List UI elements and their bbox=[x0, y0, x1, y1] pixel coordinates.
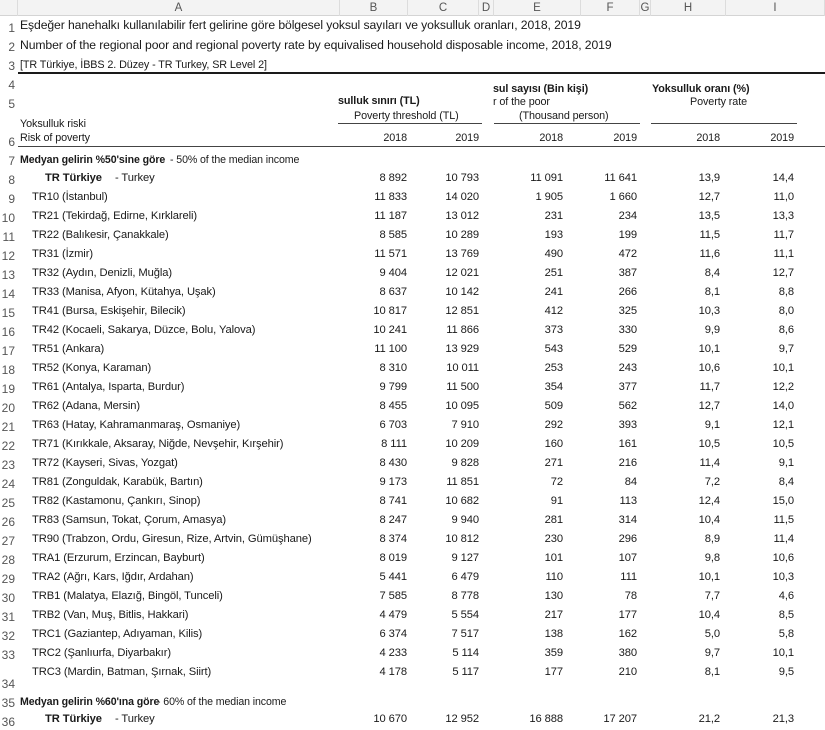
row-name: - Turkey bbox=[115, 172, 155, 184]
row-number[interactable]: 11 bbox=[0, 229, 18, 245]
cell-r19: 9,1 bbox=[778, 457, 794, 469]
cell-p18: 354 bbox=[544, 381, 563, 393]
cell-p19: 113 bbox=[619, 495, 637, 507]
column-header-c[interactable]: C bbox=[408, 0, 479, 16]
section-60-label-en: - 60% of the median income bbox=[157, 696, 287, 708]
row-number[interactable]: 34 bbox=[0, 676, 18, 692]
header-poor-en: r of the poor bbox=[493, 96, 550, 108]
cell-p19: 161 bbox=[618, 438, 637, 450]
cell-p19: 1 660 bbox=[609, 191, 637, 203]
cell-t19: 9 828 bbox=[451, 457, 479, 469]
cell-t18: 5 441 bbox=[379, 571, 407, 583]
row-number[interactable]: 29 bbox=[0, 571, 18, 587]
cell-p19: 78 bbox=[624, 590, 637, 602]
cell-p18: 217 bbox=[544, 609, 563, 621]
row-number[interactable]: 25 bbox=[0, 495, 18, 511]
cell-r18: 8,9 bbox=[704, 533, 720, 545]
cell-r18: 8,1 bbox=[704, 286, 720, 298]
cell-p19: 111 bbox=[620, 571, 637, 583]
cell-p19: 387 bbox=[618, 267, 637, 279]
cell-p19: 529 bbox=[618, 343, 637, 355]
cell-r19: 21,3 bbox=[772, 713, 794, 725]
header-threshold-en: Poverty threshold (TL) bbox=[354, 110, 459, 122]
cell-p19: 377 bbox=[618, 381, 637, 393]
cell-p19: 330 bbox=[618, 324, 637, 336]
cell-p18: 230 bbox=[544, 533, 563, 545]
cell-t19: 12 021 bbox=[445, 267, 479, 279]
section-60-label: Medyan gelirin %60'ına göre bbox=[20, 696, 160, 708]
column-header-a[interactable]: A bbox=[18, 0, 340, 16]
border-line bbox=[338, 123, 482, 124]
row-number[interactable]: 9 bbox=[0, 191, 18, 207]
row-number[interactable]: 30 bbox=[0, 590, 18, 606]
cell-r18: 21,2 bbox=[698, 713, 720, 725]
cell-p18: 412 bbox=[544, 305, 563, 317]
cell-t18: 10 817 bbox=[373, 305, 407, 317]
row-name: TR32 (Aydın, Denizli, Muğla) bbox=[32, 267, 172, 279]
cell-t19: 5 117 bbox=[452, 666, 479, 678]
cell-t18: 11 833 bbox=[374, 191, 407, 203]
cell-t19: 5 554 bbox=[451, 609, 479, 621]
cell-p18: 543 bbox=[544, 343, 563, 355]
header-year: 2019 bbox=[455, 132, 479, 144]
row-name: TR31 (İzmir) bbox=[32, 248, 93, 260]
cell-p18: 281 bbox=[544, 514, 563, 526]
cell-t19: 13 769 bbox=[445, 248, 479, 260]
cell-r19: 8,8 bbox=[778, 286, 794, 298]
row-name: TR33 (Manisa, Afyon, Kütahya, Uşak) bbox=[32, 286, 216, 298]
border-line bbox=[18, 146, 825, 147]
cell-r18: 12,7 bbox=[698, 400, 720, 412]
cell-r19: 8,5 bbox=[778, 609, 794, 621]
cell-p19: 162 bbox=[618, 628, 637, 640]
row-name: TR61 (Antalya, Isparta, Burdur) bbox=[32, 381, 185, 393]
cell-p19: 562 bbox=[618, 400, 637, 412]
cell-p18: 16 888 bbox=[529, 713, 563, 725]
cell-t19: 10 793 bbox=[445, 172, 479, 184]
border-line bbox=[494, 123, 640, 124]
cell-r18: 11,6 bbox=[699, 248, 720, 260]
cell-t19: 10 209 bbox=[445, 438, 479, 450]
cell-t19: 10 682 bbox=[445, 495, 479, 507]
column-header-e[interactable]: E bbox=[494, 0, 581, 16]
cell-r19: 12,2 bbox=[772, 381, 794, 393]
row-number[interactable]: 16 bbox=[0, 324, 18, 340]
cell-p18: 253 bbox=[544, 362, 563, 374]
cell-r18: 13,5 bbox=[698, 210, 720, 222]
cell-t19: 7 910 bbox=[451, 419, 479, 431]
column-header-f[interactable]: F bbox=[581, 0, 640, 16]
cell-t18: 8 310 bbox=[379, 362, 407, 374]
row-name: TR10 (İstanbul) bbox=[32, 191, 108, 203]
column-header-g[interactable]: G bbox=[640, 2, 650, 14]
row-number[interactable]: 36 bbox=[0, 714, 18, 730]
cell-p18: 292 bbox=[544, 419, 563, 431]
column-header-b[interactable]: B bbox=[340, 0, 408, 16]
row-number[interactable]: 20 bbox=[0, 400, 18, 416]
cell-t18: 10 241 bbox=[373, 324, 407, 336]
cell-r18: 9,9 bbox=[704, 324, 720, 336]
header-risk-tr: Yoksulluk riski bbox=[20, 118, 86, 130]
row-number[interactable]: 32 bbox=[0, 628, 18, 644]
cell-t18: 8 111 bbox=[381, 438, 407, 450]
cell-p18: 359 bbox=[544, 647, 563, 659]
cell-r19: 12,1 bbox=[772, 419, 794, 431]
cell-r19: 8,0 bbox=[778, 305, 794, 317]
cell-p18: 11 091 bbox=[530, 172, 563, 184]
row-name: TR82 (Kastamonu, Çankırı, Sinop) bbox=[32, 495, 201, 507]
row-number[interactable]: 4 bbox=[0, 77, 18, 93]
border-line bbox=[18, 72, 825, 74]
row-number[interactable]: 15 bbox=[0, 305, 18, 321]
cell-p18: 193 bbox=[544, 229, 563, 241]
cell-t18: 9 173 bbox=[379, 476, 407, 488]
cell-t19: 5 114 bbox=[452, 647, 479, 659]
cell-p19: 17 207 bbox=[603, 713, 637, 725]
row-name: TR41 (Bursa, Eskişehir, Bilecik) bbox=[32, 305, 186, 317]
row-name: TR52 (Konya, Karaman) bbox=[32, 362, 152, 374]
row-number[interactable]: 21 bbox=[0, 419, 18, 435]
row-name: TR62 (Adana, Mersin) bbox=[32, 400, 141, 412]
row-name-bold: TR Türkiye bbox=[45, 172, 102, 184]
cell-p18: 251 bbox=[544, 267, 563, 279]
cell-t18: 8 741 bbox=[379, 495, 407, 507]
cell-r18: 10,4 bbox=[698, 514, 720, 526]
cell-r19: 8,4 bbox=[778, 476, 794, 488]
row-name: TR21 (Tekirdağ, Edirne, Kırklareli) bbox=[32, 210, 197, 222]
header-year: 2018 bbox=[696, 132, 720, 144]
row-name: TRC3 (Mardin, Batman, Şırnak, Siirt) bbox=[32, 666, 212, 678]
row-number[interactable]: 12 bbox=[0, 248, 18, 264]
cell-r18: 10,1 bbox=[698, 343, 720, 355]
cell-r18: 10,5 bbox=[698, 438, 720, 450]
header-year: 2019 bbox=[613, 132, 637, 144]
column-header-h[interactable]: H bbox=[651, 0, 726, 16]
cell-t18: 8 637 bbox=[379, 286, 407, 298]
cell-p18: 509 bbox=[544, 400, 563, 412]
cell-r19: 11,4 bbox=[773, 533, 794, 545]
row-name: TR90 (Trabzon, Ordu, Giresun, Rize, Artvin, Gümüşhane) bbox=[32, 533, 312, 545]
row-name: TR63 (Hatay, Kahramanmaraş, Osmaniye) bbox=[32, 419, 241, 431]
row-name: TR51 (Ankara) bbox=[32, 343, 105, 355]
cell-p19: 199 bbox=[618, 229, 637, 241]
cell-t18: 11 571 bbox=[374, 248, 407, 260]
cell-r18: 9,8 bbox=[704, 552, 720, 564]
cell-r19: 10,6 bbox=[772, 552, 794, 564]
row-number[interactable]: 13 bbox=[0, 267, 18, 283]
cell-p18: 177 bbox=[544, 666, 563, 678]
cell-p19: 296 bbox=[618, 533, 637, 545]
header-year: 2019 bbox=[770, 132, 794, 144]
row-number[interactable]: 26 bbox=[0, 514, 18, 530]
row-name: TR83 (Samsun, Tokat, Çorum, Amasya) bbox=[32, 514, 227, 526]
cell-t18: 7 585 bbox=[379, 590, 407, 602]
cell-r18: 9,7 bbox=[704, 647, 720, 659]
header-poor-tr: sul sayısı (Bin kişi) bbox=[493, 83, 589, 95]
cell-r18: 12,4 bbox=[698, 495, 720, 507]
cell-t18: 11 100 bbox=[374, 343, 407, 355]
header-rate-tr: Yoksulluk oranı (%) bbox=[652, 83, 750, 95]
row-number[interactable]: 35 bbox=[0, 695, 18, 711]
cell-p19: 325 bbox=[618, 305, 637, 317]
cell-t18: 6 703 bbox=[379, 419, 407, 431]
row-name: TR71 (Kırıkkale, Aksaray, Niğde, Nevşehir, Kırşehir) bbox=[32, 438, 284, 450]
cell-r18: 8,1 bbox=[704, 666, 720, 678]
column-header-i[interactable]: I bbox=[726, 0, 825, 16]
section-50-label-en: - 50% of the median income bbox=[170, 154, 300, 166]
row-name: - Turkey bbox=[115, 713, 155, 725]
cell-r19: 11,0 bbox=[773, 191, 794, 203]
row-number[interactable]: 24 bbox=[0, 476, 18, 492]
border-line bbox=[651, 123, 797, 124]
column-header-bar bbox=[0, 0, 825, 16]
cell-r19: 14,0 bbox=[772, 400, 794, 412]
row-number[interactable]: 7 bbox=[0, 153, 18, 169]
cell-r19: 11,5 bbox=[773, 514, 794, 526]
header-risk-en: Risk of poverty bbox=[20, 132, 90, 144]
cell-t19: 10 095 bbox=[445, 400, 479, 412]
row-name: TRB2 (Van, Muş, Bitlis, Hakkari) bbox=[32, 609, 189, 621]
cell-t18: 8 585 bbox=[379, 229, 407, 241]
row-number[interactable]: 2 bbox=[0, 39, 18, 55]
header-year: 2018 bbox=[539, 132, 563, 144]
cell-t19: 11 866 bbox=[446, 324, 479, 336]
row-number[interactable]: 5 bbox=[0, 96, 18, 112]
row-number[interactable]: 3 bbox=[0, 58, 18, 74]
cell-r19: 9,5 bbox=[778, 666, 794, 678]
cell-p18: 138 bbox=[544, 628, 563, 640]
cell-p18: 231 bbox=[544, 210, 563, 222]
cell-r18: 11,4 bbox=[699, 457, 720, 469]
row-number[interactable]: 22 bbox=[0, 438, 18, 454]
cell-t19: 13 012 bbox=[445, 210, 479, 222]
cell-r18: 12,7 bbox=[698, 191, 720, 203]
cell-p19: 210 bbox=[618, 666, 637, 678]
cell-p19: 472 bbox=[618, 248, 637, 260]
row-name: TR72 (Kayseri, Sivas, Yozgat) bbox=[32, 457, 178, 469]
cell-p19: 314 bbox=[618, 514, 637, 526]
cell-r19: 8,6 bbox=[778, 324, 794, 336]
row-number[interactable]: 28 bbox=[0, 552, 18, 568]
cell-r18: 8,4 bbox=[704, 267, 720, 279]
cell-r19: 15,0 bbox=[772, 495, 794, 507]
cell-t19: 10 812 bbox=[445, 533, 479, 545]
cell-r18: 7,2 bbox=[704, 476, 720, 488]
cell-r19: 13,3 bbox=[772, 210, 794, 222]
title-english: Number of the regional poor and regional poverty rate by equivalised household disposable income, 2018, 2019 bbox=[20, 38, 612, 52]
cell-r19: 5,8 bbox=[778, 628, 794, 640]
cell-t19: 12 851 bbox=[445, 305, 479, 317]
row-number[interactable]: 17 bbox=[0, 343, 18, 359]
cell-r19: 10,5 bbox=[772, 438, 794, 450]
cell-p18: 271 bbox=[544, 457, 563, 469]
cell-p19: 393 bbox=[618, 419, 637, 431]
row-name: TRC2 (Şanlıurfa, Diyarbakır) bbox=[32, 647, 171, 659]
cell-r18: 9,1 bbox=[704, 419, 720, 431]
row-number[interactable]: 8 bbox=[0, 172, 18, 188]
row-number[interactable]: 27 bbox=[0, 533, 18, 549]
cell-t19: 10 142 bbox=[445, 286, 479, 298]
cell-p19: 84 bbox=[624, 476, 637, 488]
cell-p18: 160 bbox=[544, 438, 563, 450]
row-number[interactable]: 33 bbox=[0, 647, 18, 663]
cell-p18: 1 905 bbox=[535, 191, 563, 203]
cell-p19: 234 bbox=[618, 210, 637, 222]
cell-r18: 10,6 bbox=[698, 362, 720, 374]
row-name-bold: TR Türkiye bbox=[45, 713, 102, 725]
cell-p18: 101 bbox=[544, 552, 563, 564]
cell-r19: 14,4 bbox=[772, 172, 794, 184]
cell-p19: 107 bbox=[618, 552, 637, 564]
cell-p18: 110 bbox=[545, 571, 563, 583]
header-rate-en: Poverty rate bbox=[690, 96, 748, 108]
cell-p18: 241 bbox=[544, 286, 563, 298]
cell-t18: 9 799 bbox=[379, 381, 407, 393]
row-name: TR81 (Zonguldak, Karabük, Bartın) bbox=[32, 476, 203, 488]
cell-p18: 130 bbox=[544, 590, 563, 602]
header-threshold-tr: sulluk sınırı (TL) bbox=[338, 95, 420, 107]
row-name: TR42 (Kocaeli, Sakarya, Düzce, Bolu, Yalova) bbox=[32, 324, 256, 336]
cell-t19: 11 500 bbox=[446, 381, 479, 393]
cell-p18: 373 bbox=[544, 324, 563, 336]
cell-r18: 11,7 bbox=[699, 381, 720, 393]
cell-p19: 177 bbox=[618, 609, 637, 621]
row-number[interactable]: 1 bbox=[0, 20, 18, 36]
cell-r19: 10,3 bbox=[772, 571, 794, 583]
cell-t18: 8 247 bbox=[379, 514, 407, 526]
row-number[interactable]: 23 bbox=[0, 457, 18, 473]
cell-p19: 243 bbox=[618, 362, 637, 374]
cell-t18: 8 374 bbox=[379, 533, 407, 545]
cell-t18: 4 178 bbox=[379, 666, 407, 678]
cell-t18: 11 187 bbox=[374, 210, 407, 222]
cell-r18: 10,4 bbox=[698, 609, 720, 621]
cell-p18: 91 bbox=[550, 495, 563, 507]
cell-t18: 8 430 bbox=[379, 457, 407, 469]
column-header-d[interactable]: D bbox=[479, 0, 494, 16]
cell-r19: 10,1 bbox=[772, 647, 794, 659]
section-50-label: Medyan gelirin %50'sine göre bbox=[20, 154, 166, 166]
row-number[interactable]: 31 bbox=[0, 609, 18, 625]
title-turkish: Eşdeğer hanehalkı kullanılabilir fert gelirine göre bölgesel yoksul sayıları ve yoksulluk oranları, 2018, 2019 bbox=[20, 18, 581, 32]
cell-p18: 490 bbox=[544, 248, 563, 260]
cell-r18: 13,9 bbox=[698, 172, 720, 184]
cell-r19: 12,7 bbox=[772, 267, 794, 279]
cell-p19: 266 bbox=[618, 286, 637, 298]
cell-t18: 4 479 bbox=[379, 609, 407, 621]
cell-r18: 5,0 bbox=[704, 628, 720, 640]
row-number[interactable]: 10 bbox=[0, 210, 18, 226]
header-year: 2018 bbox=[383, 132, 407, 144]
cell-t18: 8 892 bbox=[379, 172, 407, 184]
cell-p18: 72 bbox=[550, 476, 563, 488]
row-name: TRC1 (Gaziantep, Adıyaman, Kilis) bbox=[32, 628, 203, 640]
cell-r19: 11,7 bbox=[773, 229, 794, 241]
row-name: TRA2 (Ağrı, Kars, Iğdır, Ardahan) bbox=[32, 571, 194, 583]
row-name: TRB1 (Malatya, Elazığ, Bingöl, Tunceli) bbox=[32, 590, 223, 602]
cell-r18: 11,5 bbox=[699, 229, 720, 241]
cell-t19: 14 020 bbox=[445, 191, 479, 203]
cell-t18: 4 233 bbox=[379, 647, 407, 659]
cell-t19: 9 940 bbox=[451, 514, 479, 526]
cell-t19: 12 952 bbox=[445, 713, 479, 725]
cell-t19: 10 289 bbox=[445, 229, 479, 241]
cell-r19: 10,1 bbox=[772, 362, 794, 374]
cell-r19: 11,1 bbox=[773, 248, 794, 260]
cell-t19: 9 127 bbox=[451, 552, 479, 564]
cell-r18: 7,7 bbox=[704, 590, 720, 602]
cell-r18: 10,3 bbox=[698, 305, 720, 317]
cell-t19: 6 479 bbox=[451, 571, 479, 583]
cell-t18: 10 670 bbox=[373, 713, 407, 725]
row-name: TRA1 (Erzurum, Erzincan, Bayburt) bbox=[32, 552, 205, 564]
cell-t18: 9 404 bbox=[379, 267, 407, 279]
header-poor-unit: (Thousand person) bbox=[519, 110, 609, 122]
cell-p19: 216 bbox=[618, 457, 637, 469]
row-number[interactable]: 6 bbox=[0, 134, 18, 150]
cell-t19: 8 778 bbox=[451, 590, 479, 602]
subtitle-level: [TR Türkiye, İBBS 2. Düzey - TR Turkey, SR Level 2] bbox=[20, 59, 267, 71]
cell-t19: 11 851 bbox=[446, 476, 479, 488]
cell-p19: 380 bbox=[618, 647, 637, 659]
cell-t18: 8 455 bbox=[379, 400, 407, 412]
cell-r18: 10,1 bbox=[698, 571, 720, 583]
row-number[interactable]: 18 bbox=[0, 362, 18, 378]
cell-t19: 7 517 bbox=[451, 628, 479, 640]
row-name: TR22 (Balıkesir, Çanakkale) bbox=[32, 229, 169, 241]
cell-t19: 10 011 bbox=[446, 362, 479, 374]
select-all-corner[interactable] bbox=[0, 0, 18, 16]
cell-r19: 9,7 bbox=[778, 343, 794, 355]
row-number[interactable]: 14 bbox=[0, 286, 18, 302]
row-number[interactable]: 19 bbox=[0, 381, 18, 397]
cell-t18: 6 374 bbox=[379, 628, 407, 640]
cell-t19: 13 929 bbox=[445, 343, 479, 355]
cell-t18: 8 019 bbox=[379, 552, 407, 564]
cell-p19: 11 641 bbox=[604, 172, 637, 184]
cell-r19: 4,6 bbox=[778, 590, 794, 602]
